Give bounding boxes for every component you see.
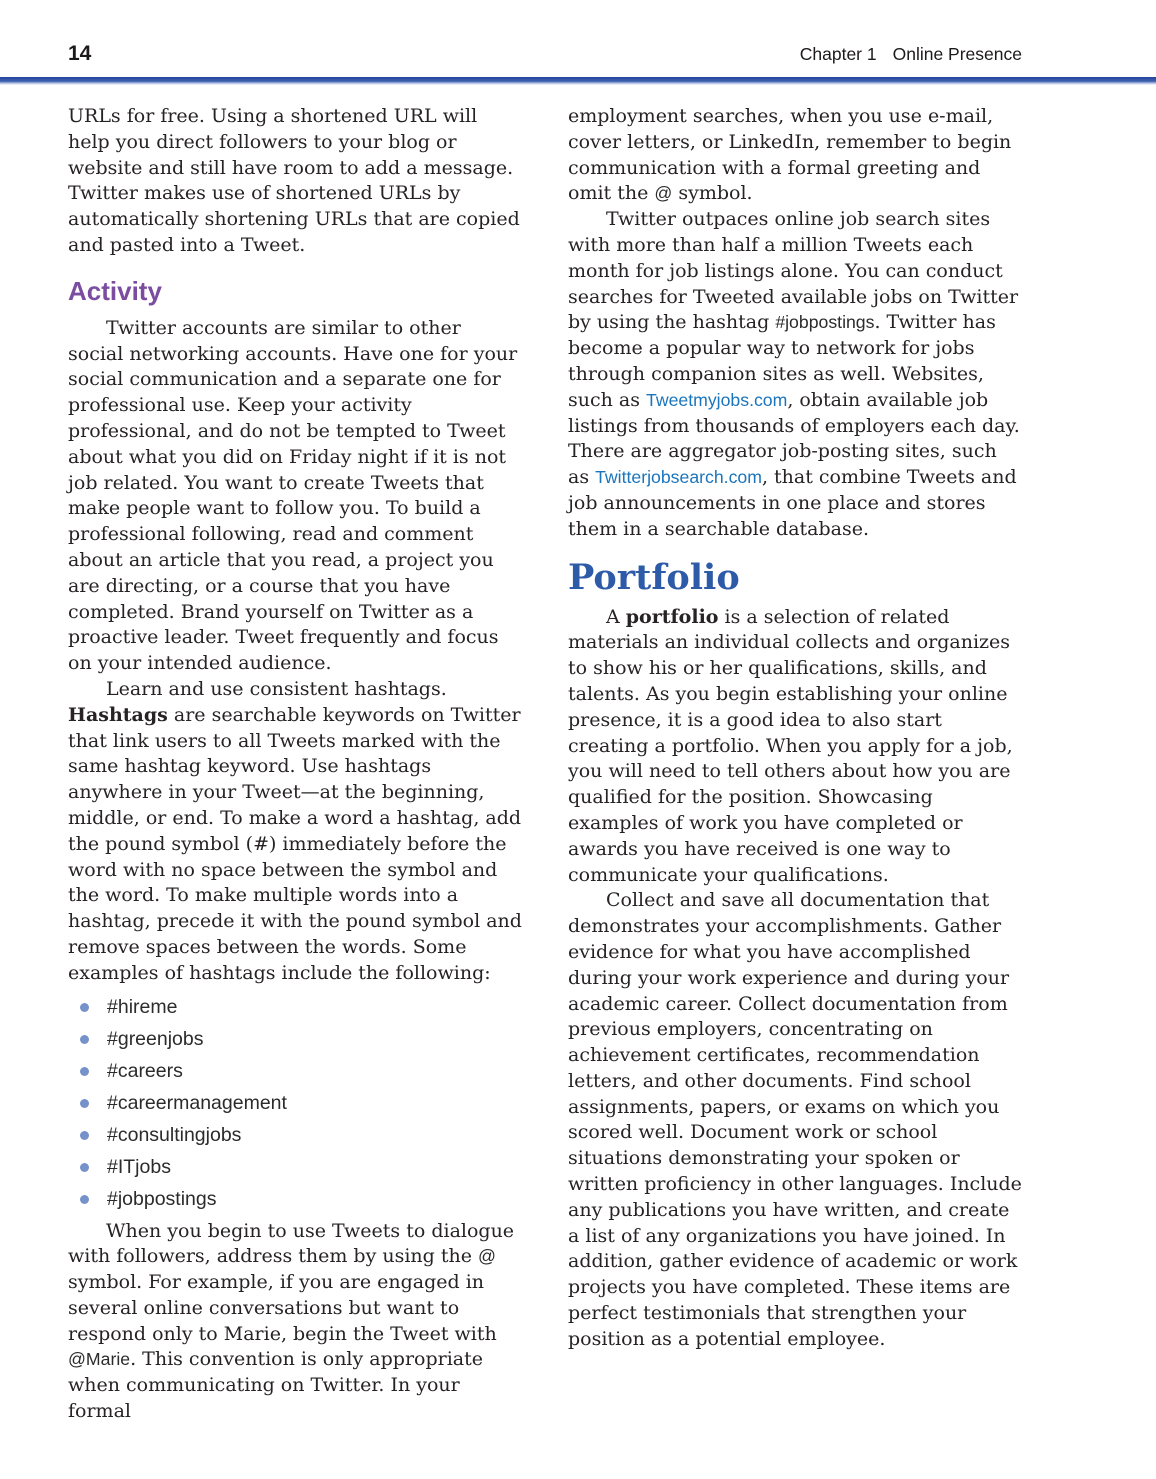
right-column: [568, 104, 1022, 1425]
text-segment: @Marie: [68, 1349, 131, 1370]
text-segment: symbol. For example, if you are engaged in several online conversations but want to respond only to Marie, begin the Tweet with: [68, 1271, 497, 1345]
chapter-title: Online Presence: [892, 44, 1022, 64]
text-segment: , that combine Tweets and job announcements in one place and stores them in a searchable database.: [568, 466, 1017, 540]
paragraph: [68, 316, 522, 677]
list-item: [68, 1088, 522, 1120]
text-segment: Collect and save all documentation that demonstrates your accomplishments. Gather evidence for what you have accomplished during your work experience and during your academic career. Collect documentation from previous employers, concentrating on achievement certificates, recommendation letters, and other documents. Find school assignments, papers, or exams on which you scored well. Document work or school situations demonstrating your spoken or written proficiency in other languages. Include any publications you have written, and create a list of any organizations you have joined. In addition, gather evidence of academic or work projects you have completed. These items are perfect testimonials that strengthen your position as a potential employee.: [568, 889, 1022, 1350]
bullet-icon: [80, 1163, 89, 1172]
left-column: [68, 104, 522, 1425]
bullet-icon: [80, 1035, 89, 1044]
hashtag-text: #consultingjobs: [107, 1124, 242, 1146]
paragraph: [568, 888, 1022, 1352]
url-text: Twitterjobsearch.com: [595, 467, 762, 488]
text-segment: Twitter accounts are similar to other social networking accounts. Have one for your social communication and a separate one for professional use. Keep your activity professional, and do not be tempted to Tweet about what you did on Friday night if it is not job related. You want to create Tweets that make people want to follow you. To build a professional following, read and comment about an article that you read, a project you are directing, or a course that you have completed. Brand yourself on Twitter as a proactive leader. Tweet frequently and focus on your intended audience.: [68, 316, 518, 675]
hashtag-text: #careermanagement: [107, 1092, 287, 1114]
text-segment: . This convention is only appropriate when communicating on Twitter. In your formal: [68, 1348, 483, 1423]
paragraph: [568, 207, 1022, 542]
header-rule: [0, 77, 1156, 85]
hashtag-text: #jobpostings: [107, 1188, 217, 1210]
url-text: Tweetmyjobs.com: [646, 389, 788, 410]
text-segment: is a selection of related materials an individual collects and organizes to show his or her qualifications, skills, and talents. As you begin establishing your online presence, it is a good idea to also start creating a portfolio. When you apply for a job, you will need to tell others about how you are qualified for the position. Showcasing examples of work you have completed or awards you have received is one way to communicate your qualifications.: [568, 605, 1013, 886]
hashtag-text: #greenjobs: [107, 1028, 204, 1050]
paragraph: [68, 104, 522, 259]
paragraph: [68, 677, 522, 987]
bullet-icon: [80, 1003, 89, 1012]
bullet-icon: [80, 1067, 89, 1076]
text-segment: Learn and use consistent hashtags.: [106, 677, 447, 700]
text-segment: employment searches, when you use e-mail, cover letters, or LinkedIn, remember to begin communication with a formal greeting and omit the: [568, 105, 1012, 205]
bullet-icon: [80, 1195, 89, 1204]
subsection-heading: Activity: [68, 275, 162, 306]
paragraph: [68, 1219, 522, 1425]
list-item: [68, 992, 522, 1024]
list-item: [68, 1120, 522, 1152]
bullet-icon: [80, 1131, 89, 1140]
text-segment: . Twitter has become a popular way to network for jobs through companion sites as well. Websites, such as: [568, 311, 996, 411]
hashtag-text: #hireme: [107, 996, 178, 1018]
text-segment: @: [478, 1246, 496, 1267]
list-item: [68, 1152, 522, 1184]
chapter-label: Chapter 1: [799, 44, 877, 64]
text-segment: #jobpostings: [775, 312, 875, 333]
hashtag-list: [68, 992, 522, 1216]
bullet-icon: [80, 1099, 89, 1108]
running-head: [800, 44, 1022, 65]
page-number: 14: [68, 42, 92, 65]
text-segment: are searchable keywords on Twitter that link users to all Tweets marked with the same hashtag keyword. Use hashtags anywhere in your Tweet—at the beginning, middle, or end. To make a word a hashtag, add the pound symbol (#) immediately before the word with no space between the symbol and the word. To make multiple words into a hashtag, precede it with the pound symbol and remove spaces between the words. Some examples of hashtags include the following:: [68, 703, 522, 984]
list-item: [68, 1056, 522, 1088]
text-segment: symbol.: [672, 182, 753, 205]
page-content: [68, 104, 1022, 1425]
text-segment: @: [654, 183, 673, 204]
list-item: [68, 1024, 522, 1056]
text-segment: , obtain available job listings from thousands of employers each day. There are aggregator job-posting sites, such as: [568, 388, 1020, 489]
hashtag-text: #careers: [107, 1060, 183, 1082]
paragraph: [568, 605, 1022, 889]
text-segment: portfolio: [625, 605, 719, 628]
text-segment: URLs for free. Using a shortened URL will help you direct followers to your blog or website and still have room to add a message. Twitter makes use of shortened URLs by automatically shortening URLs that are copied and pasted into a Tweet.: [68, 105, 520, 256]
text-segment: A: [606, 605, 626, 628]
paragraph: [568, 104, 1022, 207]
text-segment: Hashtags: [68, 703, 168, 726]
text-segment: When you begin to use Tweets to dialogue with followers, address them by using the: [68, 1219, 515, 1268]
page-header: [68, 42, 1022, 66]
text-segment: Twitter outpaces online job search sites with more than half a million Tweets each month for job listings alone. You can conduct searches for Tweeted available jobs on Twitter by using the hashtag: [568, 208, 1019, 334]
hashtag-text: #ITjobs: [107, 1156, 171, 1178]
list-item: [68, 1184, 522, 1216]
section-heading: Portfolio: [568, 556, 740, 598]
